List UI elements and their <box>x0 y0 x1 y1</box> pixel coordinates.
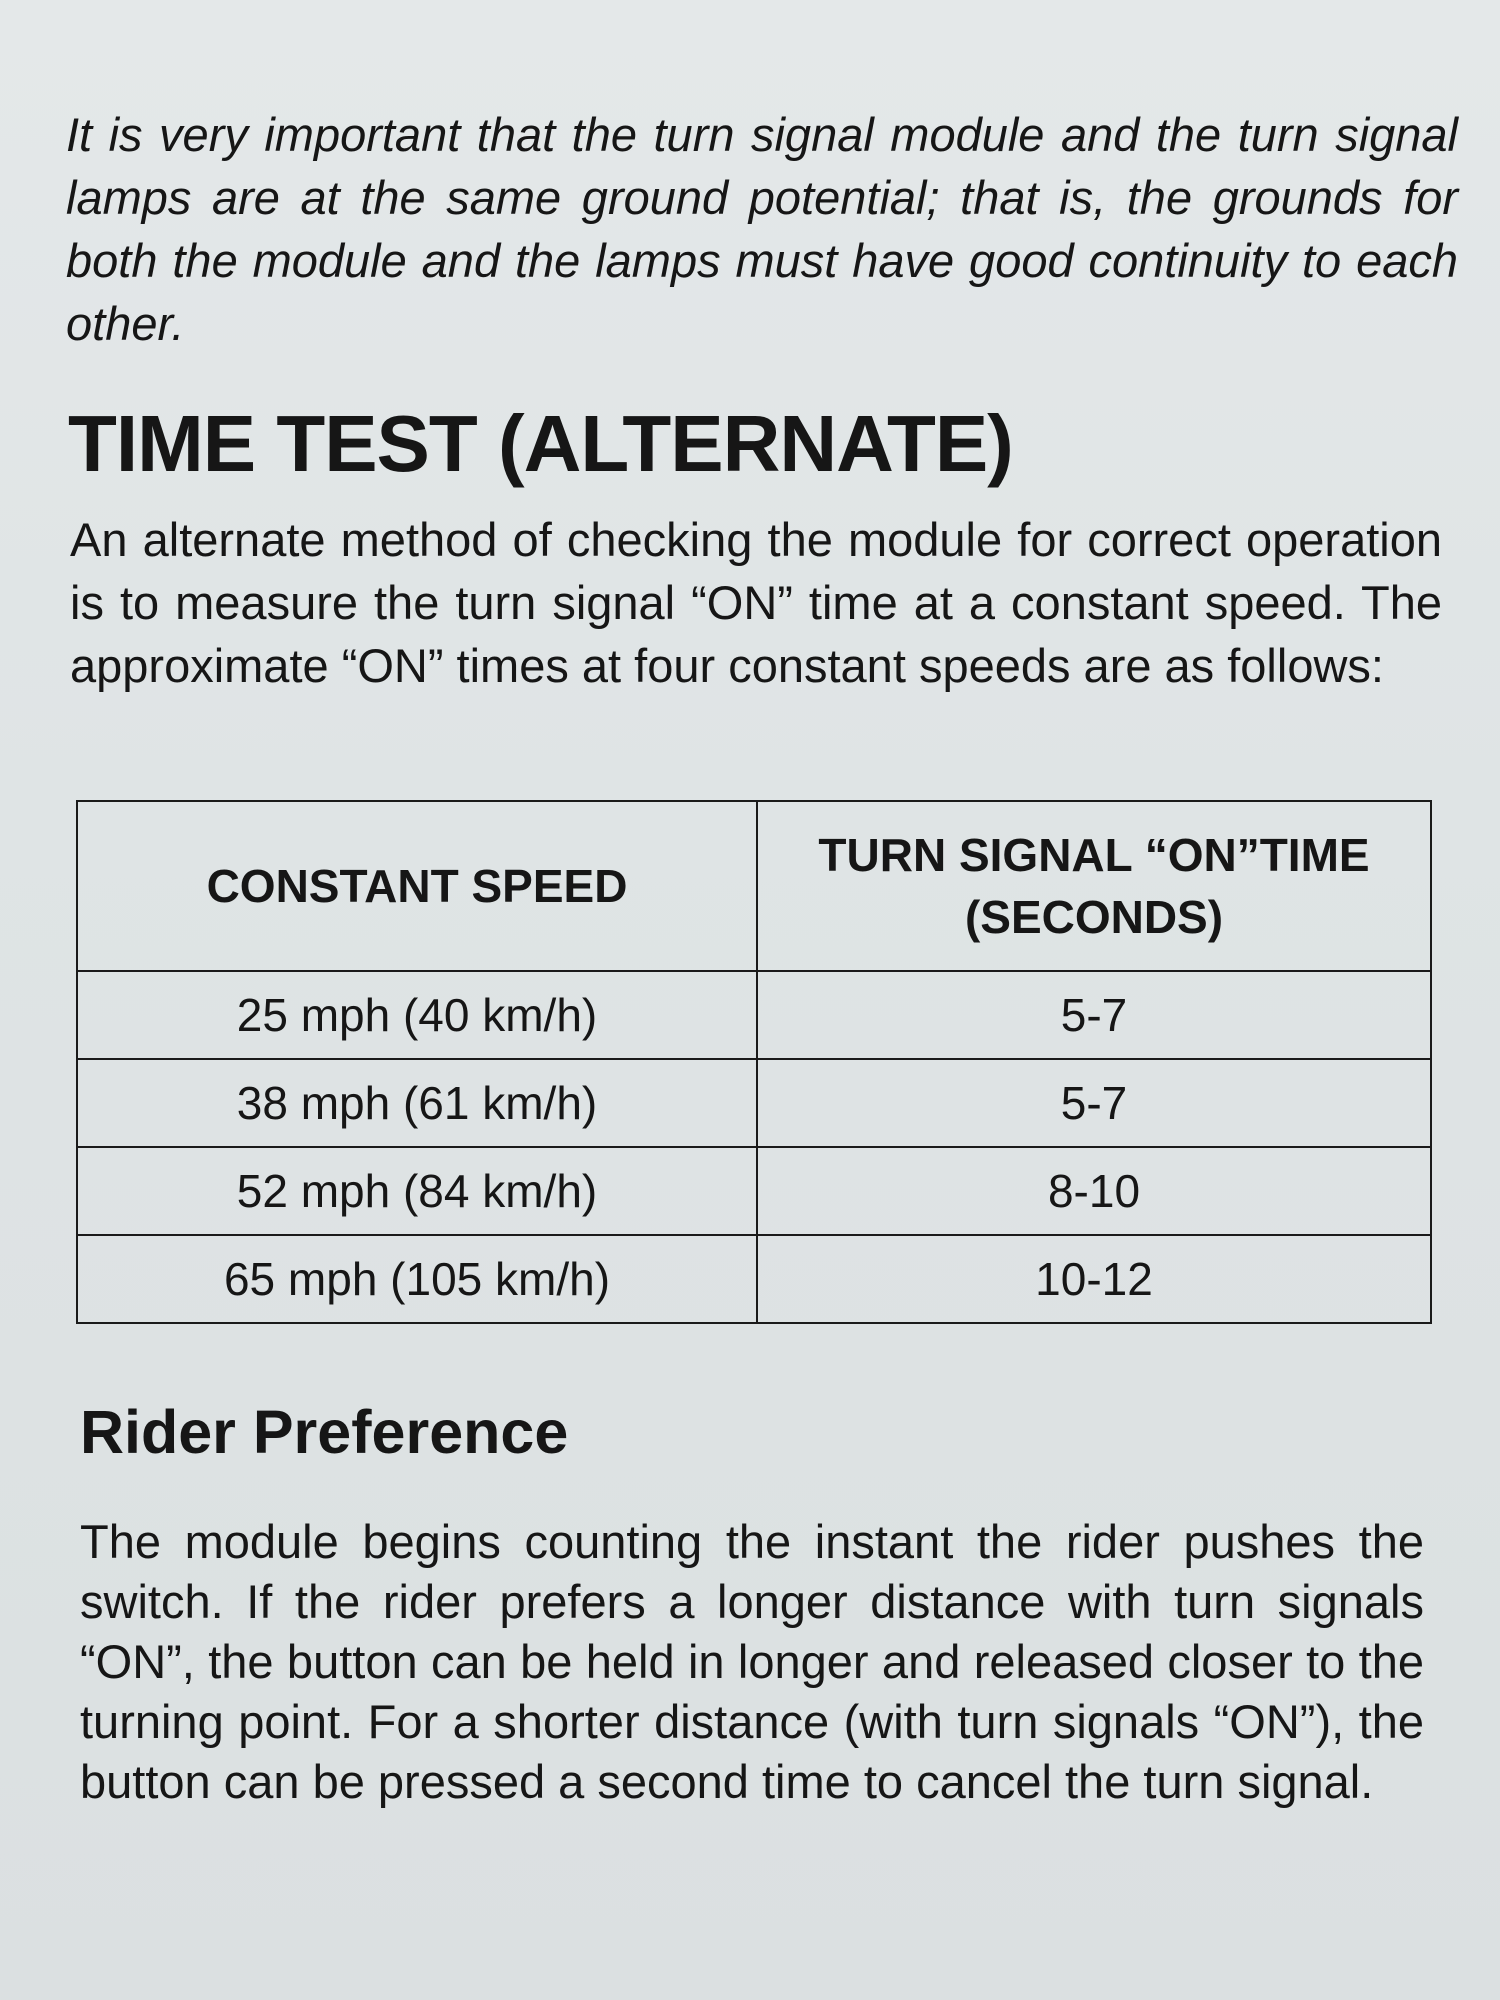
time-cell: 5-7 <box>757 1059 1431 1147</box>
time-cell: 10-12 <box>757 1235 1431 1323</box>
header-on-time-unit: (SECONDS) <box>964 891 1224 943</box>
intro-paragraph: An alternate method of checking the module for correct operation is to measure the turn signal “ON” time at a constant speed. The approximate “ON” times at four constant speeds are as follows: <box>70 513 1442 692</box>
on-time-table <box>76 800 1432 1324</box>
table-header-row <box>77 801 1431 971</box>
time-cell: 5-7 <box>757 971 1431 1059</box>
speed-cell: 25 mph (40 km/h) <box>77 971 757 1059</box>
table-row <box>77 971 1431 1059</box>
time-cell: 8-10 <box>757 1147 1431 1235</box>
speed-cell: 52 mph (84 km/h) <box>77 1147 757 1235</box>
header-constant-speed-label: CONSTANT SPEED <box>206 860 628 912</box>
speed-cell: 65 mph (105 km/h) <box>77 1235 757 1323</box>
table-row <box>77 1235 1431 1323</box>
table-row <box>77 1147 1431 1235</box>
header-on-time-label: TURN SIGNAL “ON”TIME <box>818 829 1370 881</box>
note-paragraph: It is very important that the turn signal module and the turn signal lamps are at the same ground potential; that is, the grounds for both the module and the lamps must have good continuity to each other. <box>66 108 1458 350</box>
section-title: TIME TEST (ALTERNATE) <box>68 399 1013 488</box>
rider-preference-title: Rider Preference <box>80 1398 569 1466</box>
table-row <box>77 1059 1431 1147</box>
header-on-time <box>757 801 1431 971</box>
header-constant-speed <box>77 801 757 971</box>
speed-cell: 38 mph (61 km/h) <box>77 1059 757 1147</box>
rider-preference-paragraph: The module begins counting the instant the rider pushes the switch. If the rider prefers a longer distance with turn signals “ON”, the button can be held in longer and released closer to the turning point. For a shorter distance (with turn signals “ON”), the button can be pressed a second time to cancel the turn signal. <box>80 1515 1424 1808</box>
